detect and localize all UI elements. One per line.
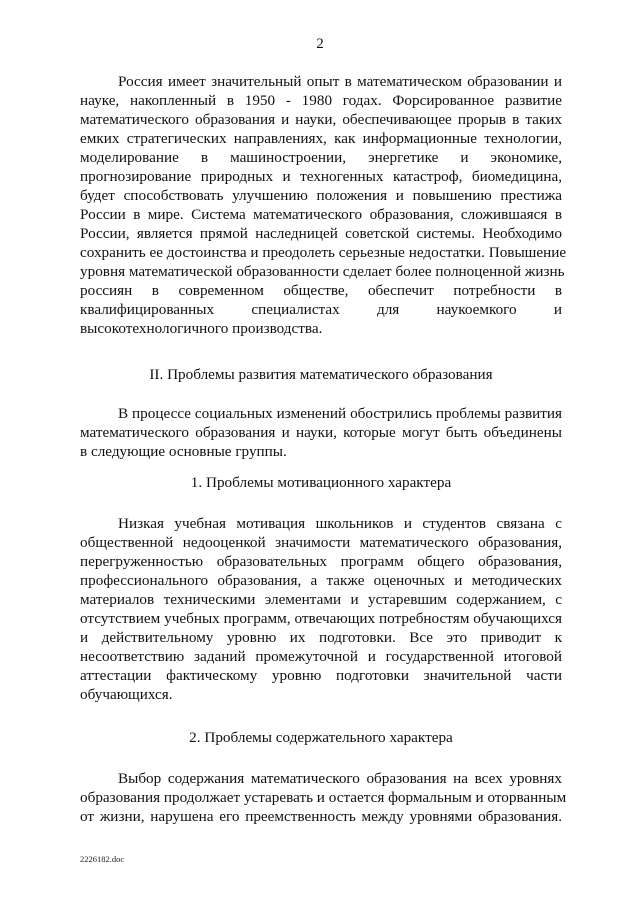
text-line: емких стратегических направлениях, как информационные технологии, bbox=[80, 130, 562, 147]
text-line: сохранить ее достоинства и преодолеть серьезные недостатки. Повышение bbox=[80, 244, 567, 261]
text-line: математического образования и науки, которые могут быть объединены bbox=[80, 424, 562, 441]
paragraph-content bbox=[80, 769, 567, 826]
text-line: образования продолжает устаревать и остается формальным и оторванным bbox=[80, 789, 567, 806]
text-line: от жизни, нарушена его преемственность между уровнями образования. bbox=[80, 808, 562, 825]
text-line: общественной недооценкой значимости математического образования, bbox=[80, 534, 562, 551]
text-line: прогнозирование природных и техногенных катастроф, биомедицина, bbox=[80, 168, 562, 185]
text-line: материалов техническими элементами и устаревшим содержанием, с bbox=[80, 591, 562, 608]
paragraph-motivation bbox=[80, 514, 562, 704]
text-line: отсутствием учебных программ, отвечающих потребностям обучающихся bbox=[80, 610, 562, 627]
text-line: и действительному уровню их подготовки. Все это приводит к bbox=[80, 629, 562, 646]
text-line: моделирование в машиностроении, энергетике и экономике, bbox=[80, 149, 562, 166]
text-line: аттестации фактическому уровню подготовки значительной части bbox=[80, 667, 562, 684]
text-line: в следующие основные группы. bbox=[80, 443, 287, 460]
text-line: перегруженностью образовательных программ общего образования, bbox=[80, 553, 562, 570]
subsection-heading-1: 1. Проблемы мотивационного характера bbox=[190, 474, 452, 491]
text-line: уровня математической образованности сделает более полноценной жизнь bbox=[80, 263, 565, 280]
text-line: Низкая учебная мотивация школьников и студентов связана с bbox=[118, 515, 562, 532]
text-line: будет способствовать улучшению положения и повышению престижа bbox=[80, 187, 562, 204]
text-line: России, является прямой наследницей советской системы. Необходимо bbox=[80, 225, 562, 242]
footer-filename: 2226182.doc bbox=[80, 854, 125, 864]
text-line: профессионального образования, а также оценочных и методических bbox=[80, 572, 562, 589]
text-line: науке, накопленный в 1950 - 1980 годах. Форсированное развитие bbox=[80, 92, 562, 109]
text-line: России в мире. Система математического образования, сложившаяся в bbox=[80, 206, 562, 223]
text-line: несоответствию заданий промежуточной и государственной итоговой bbox=[80, 648, 562, 665]
subsection-heading-2: 2. Проблемы содержательного характера bbox=[189, 729, 453, 746]
text-line: В процессе социальных изменений обострились проблемы развития bbox=[118, 405, 562, 422]
paragraph-problems-intro bbox=[80, 404, 562, 461]
text-line: Россия имеет значительный опыт в математическом образовании и bbox=[118, 73, 562, 90]
text-line: квалифицированных специалистах для наукоемкого и bbox=[80, 301, 562, 318]
text-line: обучающихся. bbox=[80, 686, 173, 703]
text-line: россиян в современном обществе, обеспечит потребности в bbox=[80, 282, 562, 299]
page-number: 2 bbox=[316, 36, 324, 52]
section-heading-ii: II. Проблемы развития математического образования bbox=[149, 366, 493, 383]
paragraph-intro bbox=[80, 72, 567, 338]
text-line: математического образования и науки, обеспечивающее прорыв в таких bbox=[80, 111, 562, 128]
text-line: высокотехнологичного производства. bbox=[80, 320, 323, 337]
text-line: Выбор содержания математического образования на всех уровнях bbox=[118, 770, 562, 787]
